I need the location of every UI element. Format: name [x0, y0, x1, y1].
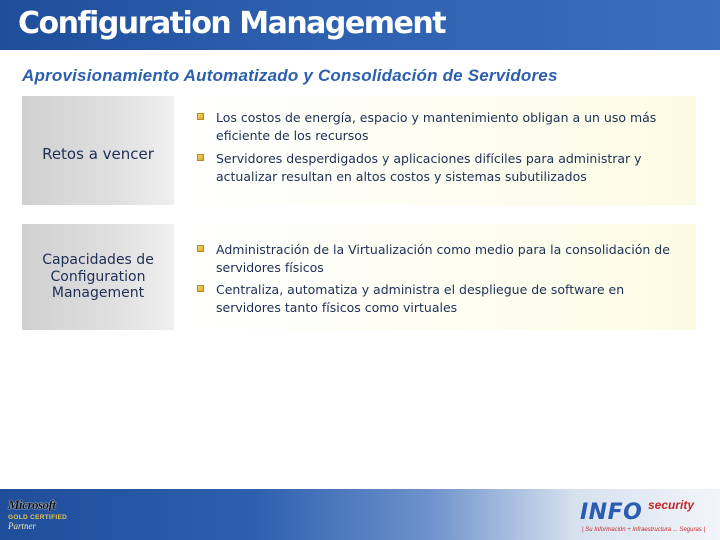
bullet-square-icon [197, 113, 204, 120]
row-label-box [22, 224, 174, 330]
bullet-text: Servidores desperdigados y aplicaciones difíciles para administrar y actualizar resultan en altos costos y sistemas subutilizados [216, 151, 642, 184]
microsoft-logo-text: Microsoft [8, 497, 56, 512]
row-content-box [174, 96, 696, 205]
bullet-square-icon [197, 154, 204, 161]
bullet-text: Administración de la Virtualización como medio para la consolidación de servidores físicos [216, 242, 670, 275]
capabilities-row [22, 224, 696, 330]
bullet-square-icon [197, 245, 204, 252]
row-label: Capacidades de Configuration Management [42, 251, 154, 302]
infosecurity-logo [580, 497, 716, 537]
bullet-item [204, 109, 684, 145]
bullet-item [204, 150, 684, 186]
row-content-box [174, 224, 696, 330]
bullet-item [204, 281, 684, 317]
info-logo-text: INFO [580, 500, 643, 525]
info-logo-tagline: | Su Información + Infraestructura ... Seguras | [582, 527, 706, 533]
row-label-box [22, 96, 174, 205]
row-label: Retos a vencer [42, 144, 154, 163]
bullet-text: Los costos de energía, espacio y mantenimiento obligan a un uso más eficiente de los recursos [216, 110, 657, 143]
page-title: Configuration Management [18, 6, 446, 41]
security-logo-text: security [648, 498, 695, 512]
gold-certified-text: GOLD CERTIFIED [8, 514, 68, 521]
bullet-item [204, 241, 684, 277]
footer-bar [0, 489, 720, 540]
partner-text: Partner [8, 521, 36, 531]
bullet-square-icon [197, 285, 204, 292]
page-subtitle: Aprovisionamiento Automatizado y Consolidación de Servidores [22, 66, 558, 85]
title-bar [0, 0, 720, 50]
bullet-text: Centraliza, automatiza y administra el despliegue de software en servidores tanto físicos como virtuales [216, 282, 625, 315]
challenges-row [22, 96, 696, 205]
microsoft-gold-partner-logo [8, 497, 78, 535]
